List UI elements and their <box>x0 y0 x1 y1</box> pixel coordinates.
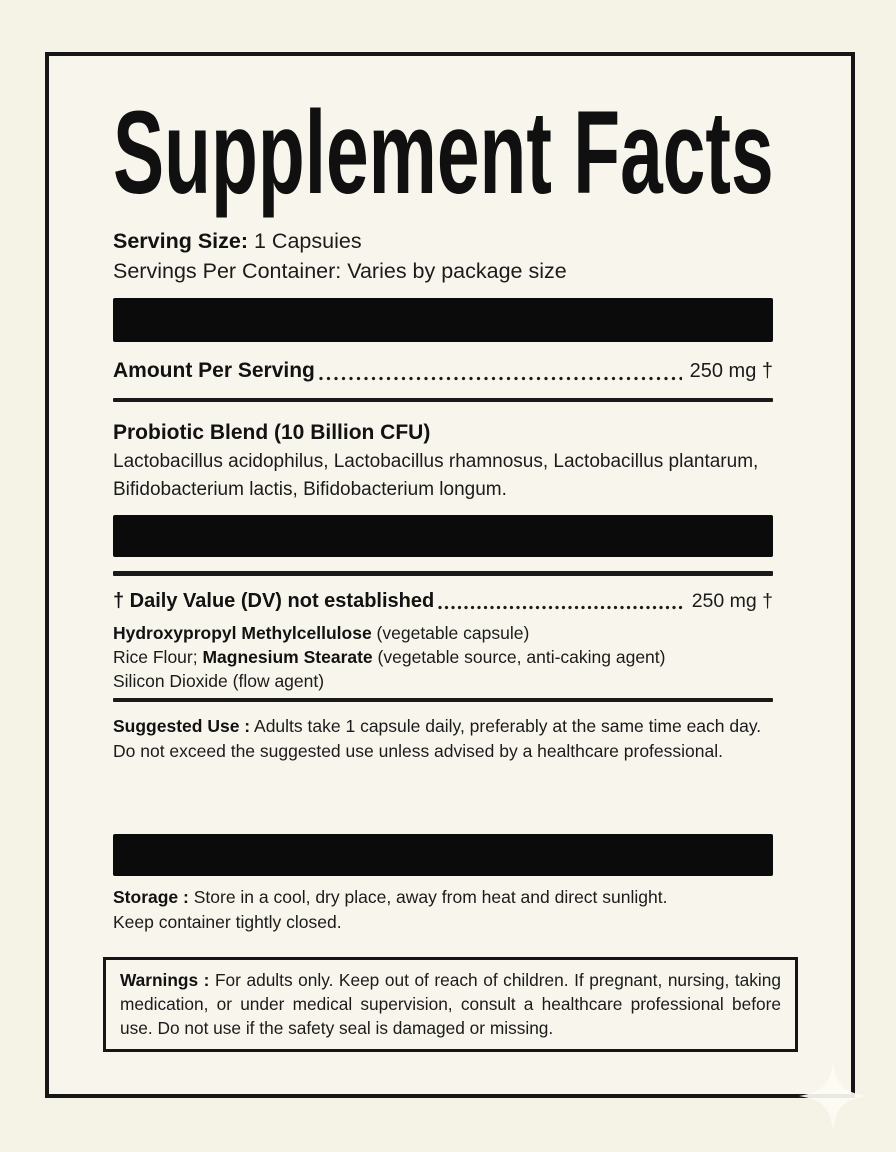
warnings-label: Warnings : <box>120 970 210 990</box>
suggested-use-text: Adults take 1 capsule daily, preferably at the same time each day. Do not exceed the suggested use unless advised by a healthcare professional. <box>113 716 762 761</box>
warnings-box <box>103 957 798 1052</box>
horizontal-rule <box>113 571 773 576</box>
warnings-text: For adults only. Keep out of reach of children. If pregnant, nursing, taking medication, or under medical supervision, consult a healthcare professional before use. Do not use if the safety seal is damaged or missing. <box>120 970 781 1038</box>
horizontal-rule <box>113 398 773 402</box>
daily-value-row <box>113 587 773 616</box>
daily-value-label: † Daily Value (DV) not established <box>113 590 435 612</box>
divider-bar-top <box>113 298 773 342</box>
amount-per-serving-value: 250 mg † <box>689 360 773 382</box>
serving-size-label: Serving Size: <box>113 229 249 253</box>
dot-leader <box>319 376 682 381</box>
divider-bar-bottom <box>113 834 773 876</box>
servings-per-container-line: Servings Per Container: Varies by package size <box>113 259 567 283</box>
horizontal-rule <box>113 698 773 702</box>
amount-per-serving-label: Amount Per Serving <box>113 359 315 382</box>
ingredient-line <box>113 621 773 645</box>
suggested-use-label: Suggested Use : <box>113 716 251 736</box>
serving-size-line <box>113 226 773 256</box>
serving-size-value: 1 Capsuies <box>254 229 362 253</box>
page-title: Supplement Facts <box>113 87 774 219</box>
divider-bar-middle <box>113 515 773 557</box>
storage-line <box>113 885 773 910</box>
other-ingredients-list <box>113 621 773 693</box>
label-frame <box>45 52 855 1098</box>
ingredient-line <box>113 645 773 669</box>
ingredient-line: Silicon Dioxide (flow agent) <box>113 671 325 691</box>
suggested-use-section <box>113 714 783 763</box>
dot-leader <box>438 605 683 610</box>
storage-section <box>113 885 773 934</box>
ingredient-note: (vegetable source, anti-caking agent) <box>372 647 666 667</box>
ingredient-name: Magnesium Stearate <box>202 647 373 667</box>
storage-text: Store in a cool, dry place, away from heat and direct sunlight. <box>193 887 668 907</box>
ingredient-name: Rice Flour; <box>113 647 203 667</box>
probiotic-strains-text: Lactobacillus acidophilus, Lactobacillus rhamnosus, Lactobacillus plantarum, Bifidobacterium lactis, Bifidobacterium longum. <box>113 451 759 500</box>
ingredient-note: (vegetable capsule) <box>371 623 530 643</box>
storage-label: Storage : <box>113 887 189 907</box>
ingredient-name: Hydroxypropyl Methylcellulose <box>113 623 372 643</box>
storage-line: Keep container tightly closed. <box>113 911 342 932</box>
amount-per-serving-row <box>113 354 773 388</box>
daily-value-amount: 250 mg † <box>691 590 773 612</box>
probiotic-blend-heading: Probiotic Blend (10 Billion CFU) <box>113 421 431 444</box>
